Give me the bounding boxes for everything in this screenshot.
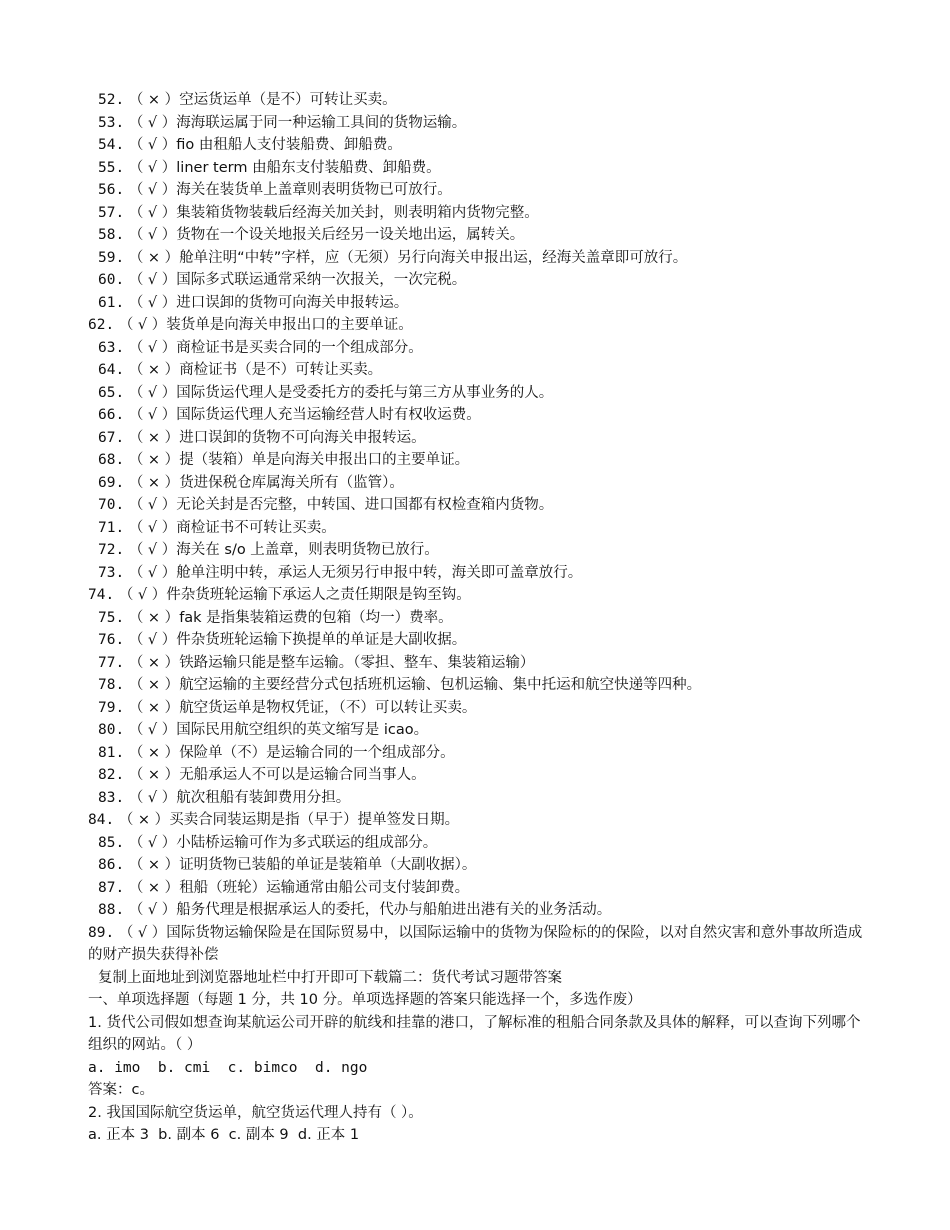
item-text: 证明货物已装船的单证是装箱单（大副收据）。: [179, 857, 477, 873]
item-text: 国际民用航空组织的英文缩写是 icao。: [176, 722, 429, 738]
document-body: [88, 89, 863, 1147]
list-item: [88, 337, 863, 360]
item-mark: （ √ ）: [128, 182, 177, 198]
item-number: 53.: [98, 114, 125, 131]
list-item: [88, 809, 863, 832]
item-mark: （ × ）: [128, 362, 180, 378]
item-text: 买卖合同装运期是指（早于）提单签发日期。: [169, 812, 460, 828]
item-text: 提（装箱）单是向海关申报出口的主要单证。: [179, 452, 470, 468]
list-item: [88, 269, 863, 292]
item-text: 船务代理是根据承运人的委托，代办与船舶进出港有关的业务活动。: [176, 902, 612, 918]
item-mark: （ √ ）: [128, 564, 177, 581]
item-mark: （ √ ）: [128, 272, 177, 288]
item-mark: （ √ ）: [118, 587, 167, 603]
item-number: 89.: [88, 924, 115, 941]
list-item: [88, 382, 863, 405]
list-item: [88, 449, 863, 472]
item-text: 海海联运属于同一种运输工具间的货物运输。: [176, 114, 467, 131]
list-item: [88, 247, 863, 270]
item-number: 81.: [98, 744, 125, 761]
list-item: [88, 494, 863, 517]
question-1-options: a. imo b. cmi c. bimco d. ngo: [88, 1059, 368, 1076]
list-item: [88, 157, 863, 180]
item-mark: （ × ）: [128, 429, 180, 446]
list-item: [88, 224, 863, 247]
item-number: 73.: [98, 564, 125, 581]
item-mark: （ √ ）: [128, 159, 177, 176]
list-item: [88, 562, 863, 585]
item-text: 国际货运代理人充当运输经营人时有权收运费。: [176, 407, 481, 423]
item-text: 商检证书是买卖合同的一个组成部分。: [176, 339, 423, 356]
item-mark: （ × ）: [128, 609, 180, 626]
item-number: 70.: [98, 497, 125, 513]
item-mark: （ √ ）: [128, 114, 177, 131]
section-title: 一、单项选择题（每题 1 分，共 10 分。单项选择题的答案只能选择一个，多选作废）: [88, 992, 642, 1008]
item-number: 56.: [98, 182, 125, 198]
item-mark: （ √ ）: [128, 204, 177, 221]
item-number: 72.: [98, 542, 125, 558]
item-mark: （ √ ）: [128, 384, 177, 401]
item-mark: （ × ）: [118, 812, 170, 828]
item-text: 集装箱货物装载后经海关加关封，则表明箱内货物完整。: [176, 204, 539, 221]
list-item: [88, 202, 863, 225]
item-mark: （ √ ）: [128, 497, 177, 513]
list-item: [88, 404, 863, 427]
item-text: 舱单注明“中转”字样，应（无须）另行向海关申报出运，经海关盖章即可放行。: [179, 249, 688, 266]
question-1-answer: 答案：c。: [88, 1082, 154, 1098]
copy-note: 复制上面地址到浏览器地址栏中打开即可下载篇二：货代考试习题带答案: [98, 969, 562, 986]
item-number: 69.: [98, 474, 125, 491]
item-mark: （ √ ）: [128, 722, 177, 738]
item-text: fio 由租船人支付装船费、卸船费。: [176, 137, 402, 153]
item-mark: （ √ ）: [118, 317, 167, 333]
list-item: [88, 652, 863, 675]
item-text: 件杂货班轮运输下承运人之责任期限是钩至钩。: [166, 587, 471, 603]
item-number: 71.: [98, 519, 125, 536]
item-number: 67.: [98, 429, 125, 446]
item-mark: （ √ ）: [128, 407, 177, 423]
item-number: 63.: [98, 339, 125, 356]
item-mark: （ √ ）: [128, 632, 177, 648]
list-item: [88, 584, 863, 607]
item-mark: （ × ）: [128, 452, 180, 468]
item-text: 舱单注明中转，承运人无须另行申报中转，海关即可盖章放行。: [176, 564, 583, 581]
item-mark: （ √ ）: [128, 542, 177, 558]
question-2-options: a. 正本 3 b. 副本 6 c. 副本 9 d. 正本 1: [88, 1127, 360, 1143]
list-item: [88, 89, 863, 112]
true-false-answer-list: [88, 89, 863, 922]
list-item: [88, 854, 863, 877]
list-item: [88, 629, 863, 652]
item-text: 海关在 s/o 上盖章，则表明货物已放行。: [176, 542, 439, 558]
item-mark: （ √ ）: [128, 227, 177, 243]
item-text: 铁路运输只能是整车运输。（零担、整车、集装箱运输）: [179, 654, 535, 671]
item-text: 商检证书不可转让买卖。: [176, 519, 336, 536]
item-text: 无船承运人不可以是运输合同当事人。: [179, 767, 426, 783]
item-number: 54.: [98, 137, 125, 153]
item-mark: （ √ ）: [128, 294, 177, 311]
item-text: 货进保税仓库属海关所有（监管）。: [179, 474, 404, 491]
list-item: [88, 697, 863, 720]
item-number: 59.: [98, 249, 125, 266]
list-item: [88, 877, 863, 900]
item-mark: （ × ）: [128, 699, 180, 716]
item-text: 空运货运单（是不）可转让买卖。: [179, 92, 397, 108]
list-item: [88, 179, 863, 202]
item-89: [88, 922, 863, 967]
item-mark: （ √ ）: [118, 924, 167, 941]
item-mark: （ × ）: [128, 767, 180, 783]
item-number: 74.: [88, 587, 115, 603]
item-text: 进口误卸的货物不可向海关申报转运。: [179, 429, 426, 446]
list-item: [88, 292, 863, 315]
item-number: 55.: [98, 159, 125, 176]
list-item: [88, 314, 863, 337]
item-mark: （ × ）: [128, 654, 180, 671]
list-item: [88, 359, 863, 382]
item-number: 60.: [98, 272, 125, 288]
item-text: 保险单（不）是运输合同的一个组成部分。: [179, 744, 455, 761]
item-number: 62.: [88, 317, 115, 333]
item-number: 57.: [98, 204, 125, 221]
list-item: [88, 742, 863, 765]
list-item: [88, 517, 863, 540]
item-number: 87.: [98, 879, 125, 896]
list-item: [88, 899, 863, 922]
item-text: 租船（班轮）运输通常由船公司支付装卸费。: [179, 879, 470, 896]
item-number: 84.: [88, 812, 115, 828]
list-item: [88, 832, 863, 855]
list-item: [88, 607, 863, 630]
item-text: 商检证书（是不）可转让买卖。: [179, 362, 383, 378]
item-text: 装货单是向海关申报出口的主要单证。: [166, 317, 413, 333]
item-text: 航次租船有装卸费用分担。: [176, 789, 351, 806]
item-number: 75.: [98, 609, 125, 626]
item-text: 货物在一个设关地报关后经另一设关地出运，属转关。: [176, 227, 525, 243]
item-number: 85.: [98, 834, 125, 851]
list-item: [88, 674, 863, 697]
question-2-text: 2. 我国国际航空货运单，航空货运代理人持有（ ）。: [88, 1104, 423, 1121]
item-mark: （ × ）: [128, 879, 180, 896]
item-text: 国际货运代理人是受委托方的委托与第三方从事业务的人。: [176, 384, 554, 401]
item-number: 58.: [98, 227, 125, 243]
item-text: fak 是指集装箱运费的包箱（均一）费率。: [179, 609, 453, 626]
item-number: 76.: [98, 632, 125, 648]
item-mark: （ × ）: [128, 857, 180, 873]
item-mark: （ × ）: [128, 92, 180, 108]
item-number: 52.: [98, 92, 125, 108]
list-item: [88, 112, 863, 135]
list-item: [88, 427, 863, 450]
item-text: 件杂货班轮运输下换提单的单证是大副收据。: [176, 632, 467, 648]
item-number: 82.: [98, 767, 125, 783]
item-number: 61.: [98, 294, 125, 311]
item-mark: （ √ ）: [128, 834, 177, 851]
question-1-text: 1. 货代公司假如想查询某航运公司开辟的航线和挂靠的港口，了解标准的租船合同条款及具体的解释，可以查询下列哪个组织的网站。（ ）: [88, 1014, 861, 1053]
item-number: 88.: [98, 902, 125, 918]
item-text: 国际货物运输保险是在国际贸易中，以国际运输中的货物为保险标的的保险，以对自然灾害和意外事故所造成的财产损失获得补偿: [88, 924, 863, 963]
item-mark: （ √ ）: [128, 789, 177, 806]
item-number: 65.: [98, 384, 125, 401]
list-item: [88, 764, 863, 787]
item-number: 64.: [98, 362, 125, 378]
item-text: 无论关封是否完整，中转国、进口国都有权检查箱内货物。: [176, 497, 554, 513]
item-text: 航空货运单是物权凭证，（不）可以转让买卖。: [179, 699, 477, 716]
item-text: 国际多式联运通常采纳一次报关，一次完税。: [176, 272, 467, 288]
item-number: 68.: [98, 452, 125, 468]
item-mark: （ √ ）: [128, 519, 177, 536]
list-item: [88, 134, 863, 157]
item-mark: （ √ ）: [128, 902, 177, 918]
item-number: 79.: [98, 699, 125, 716]
item-text: 小陆桥运输可作为多式联运的组成部分。: [176, 834, 438, 851]
list-item: [88, 472, 863, 495]
item-number: 66.: [98, 407, 125, 423]
item-mark: （ × ）: [128, 249, 180, 266]
item-number: 86.: [98, 857, 125, 873]
item-text: 进口误卸的货物可向海关申报转运。: [176, 294, 409, 311]
item-mark: （ √ ）: [128, 339, 177, 356]
list-item: [88, 787, 863, 810]
list-item: [88, 539, 863, 562]
item-number: 77.: [98, 654, 125, 671]
item-text: liner term 由船东支付装船费、卸船费。: [176, 159, 441, 176]
item-mark: （ √ ）: [128, 137, 177, 153]
item-mark: （ × ）: [128, 677, 180, 693]
item-text: 海关在装货单上盖章则表明货物已可放行。: [176, 182, 452, 198]
list-item: [88, 719, 863, 742]
item-mark: （ × ）: [128, 474, 180, 491]
item-mark: （ × ）: [128, 744, 180, 761]
item-number: 80.: [98, 722, 125, 738]
item-number: 78.: [98, 677, 125, 693]
item-text: 航空运输的主要经营分式包括班机运输、包机运输、集中托运和航空快递等四种。: [179, 677, 702, 693]
item-number: 83.: [98, 789, 125, 806]
